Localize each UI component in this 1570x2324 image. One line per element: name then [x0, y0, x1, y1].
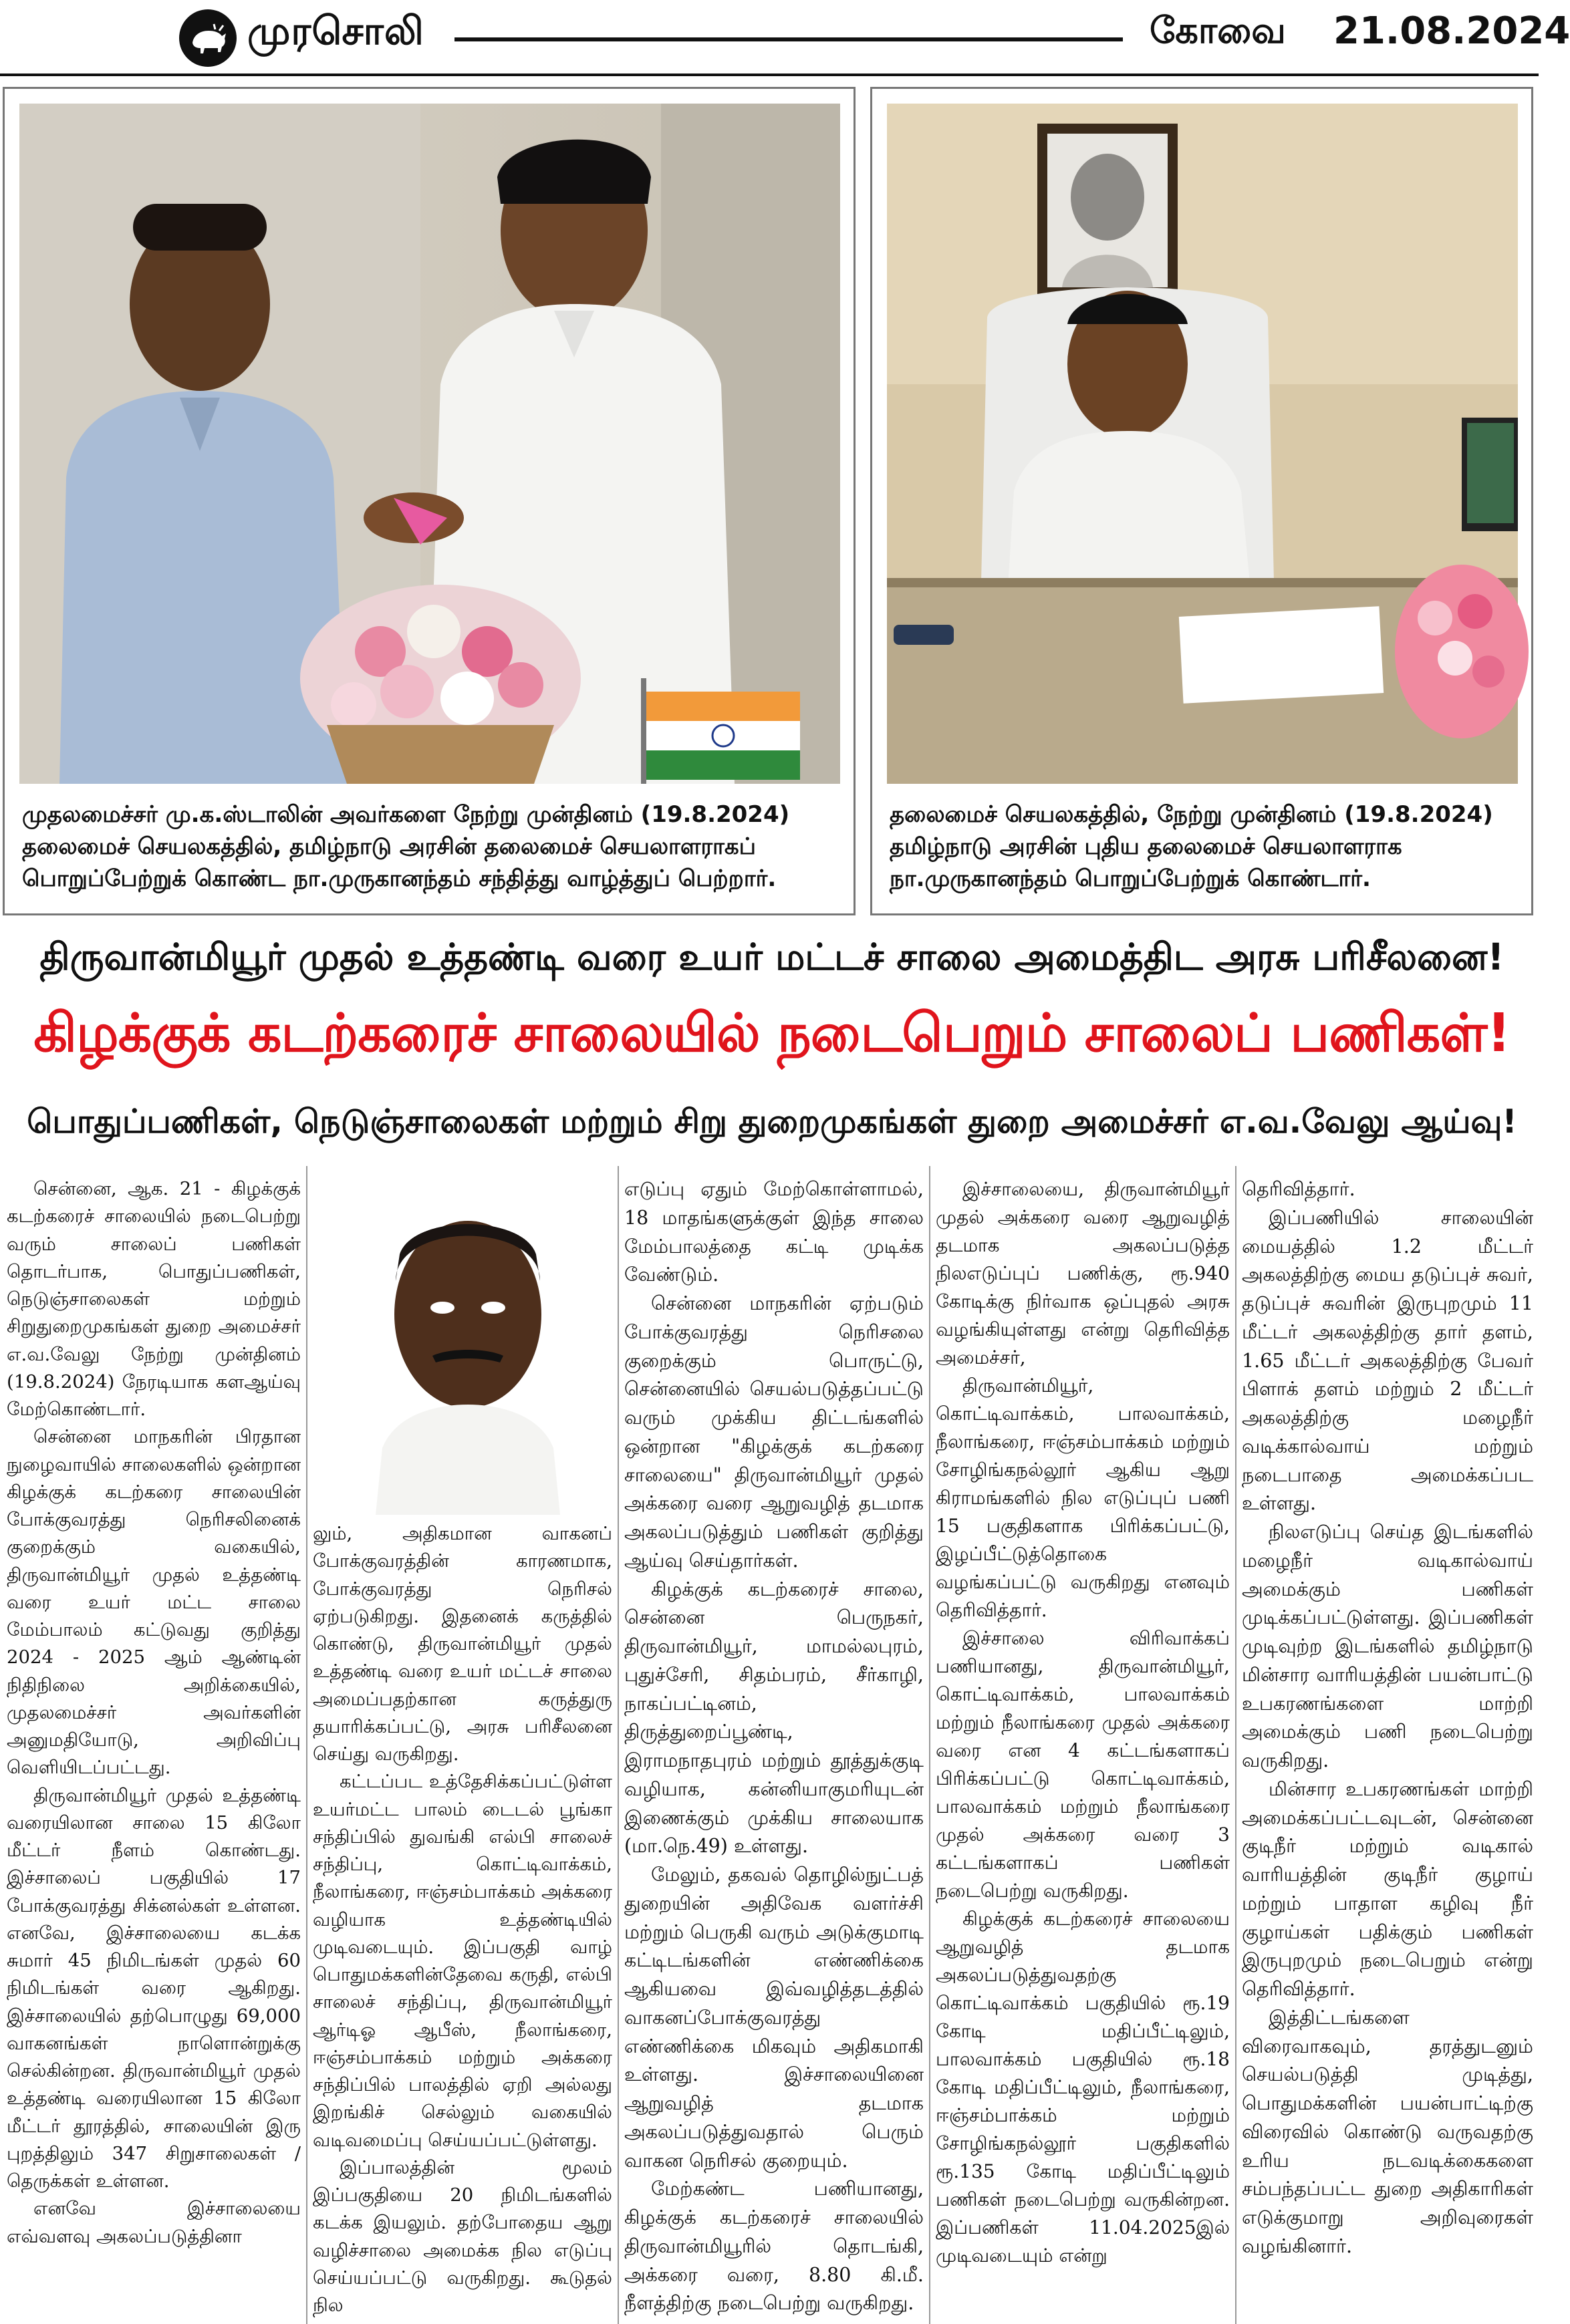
- column-rule: [618, 1166, 619, 2324]
- article-subhead: பொதுப்பணிகள், நெடுஞ்சாலைகள் மற்றும் சிறு துறைமுகங்கள் துறை அமைச்சர் எ.வ.வேலு ஆய்வு!: [27, 1103, 1517, 1141]
- masthead: [0, 0, 1570, 80]
- newspaper-name: முரசொலி: [247, 8, 424, 53]
- masthead-rule: [454, 37, 1123, 41]
- article-headline: கிழக்குக் கடற்கரைச் சாலையில் நடைபெறும் சாலைப் பணிகள்!: [33, 1002, 1511, 1064]
- article-paragraph: எனவே இச்சாலையை எவ்வளவு அகலப்படுத்தினா: [7, 2198, 301, 2247]
- article-paragraph: இப்பணியில் சாலையின் மையத்தில் 1.2 மீட்டர் அகலத்திற்கு மைய தடுப்புச் சுவர், தடுப்புச் சுவரின் இருபுறமும் 11 மீட்டர் அகலத்திற்கு தார் தளம், 1.65 மீட்டர் அகலத்திற்கு பேவர் பிளாக் தளம் மற்றும் 2 மீட்டர் அகலத்திற்கு மழைநீர் வடிக்கால்வாய் மற்றும் நடைபாதை அமைக்கப்பட உள்ளது.: [1242, 1206, 1533, 1515]
- article-paragraph: கட்டப்பட உத்தேசிக்கப்பட்டுள்ள உயர்மட்ட பாலம் டைடல் பூங்கா சந்திப்பில் துவங்கி எல்பி சாலைச் சந்திப்பு, கொட்டிவாக்கம், நீலாங்கரை, ஈஞ்சம்பாக்கம் அக்கரை வழியாக உத்தண்டியில் முடிவடையும். இப்பகுதி வாழ் பொதுமக்களின்தேவை கருதி, எல்பி சாலைச் சந்திப்பு, திருவான்மியூர் ஆர்டிஓ ஆபீஸ், நீலாங்கரை, ஈஞ்சம்பாக்கம் மற்றும் அக்கரை சந்திப்பில் பாலத்தில் ஏறி அல்லது இறங்கிச் செல்லும் வகையில் வடிவமைப்பு செய்யப்பட்டுள்ளது.: [313, 1771, 612, 2151]
- article-paragraph: இத்திட்டங்களை விரைவாகவும், தரத்துடனும் செயல்படுத்தி முடித்து, பொதுமக்களின் பயன்பாட்டிற்கு விரைவில் கொண்டு வருவதற்கு உரிய நடவடிக்கைகளை சம்பந்தப்பட்ட துறை அதிகாரிகள் எடுக்குமாறு அறிவுரைகள் வழங்கினார்.: [1242, 2006, 1533, 2257]
- photo-caption: முதலமைச்சர் மு.க.ஸ்டாலின் அவர்களை நேற்று முன்தினம் (19.8.2024) தலைமைச் செயலகத்தில், தமிழ்நாடு அரசின் தலைமைச் செயலாளராகப் பொறுப்பேற்றுக் கொண்ட நா.முருகானந்தம் சந்தித்து வாழ்த்துப் பெற்றார்.: [22, 801, 790, 892]
- article-column-2: [313, 1520, 612, 2319]
- photo-caption: தலைமைச் செயலகத்தில், நேற்று முன்தினம் (19.8.2024) தமிழ்நாடு அரசின் புதிய தலைமைச் செயலாளராக நா.முருகானந்தம் பொறுப்பேற்றுக் கொண்டார்.: [890, 801, 1493, 892]
- article-body: [0, 1166, 1539, 2324]
- article-paragraph: கிழக்குக் கடற்கரைச் சாலை, சென்னை பெருநகர், திருவான்மியூர், மாமல்லபுரம், புதுச்சேரி, சிதம்பரம், சீர்காழி, நாகப்பட்டினம், திருத்துறைப்பூண்டி, இராமநாதபுரம் மற்றும் தூத்துக்குடி வழியாக, கன்னியாகுமரியுடன் இணைக்கும் முக்கிய சாலையாக (மா.நெ.49) உள்ளது.: [624, 1578, 924, 1858]
- article-paragraph: திருவான்மியூர் முதல் உத்தண்டி வரையிலான சாலை 15 கிலோ மீட்டர் நீளம் கொண்டது. இச்சாலைப் பகுதியில் 17 போக்குவரத்து சிக்னல்கள் உள்ளன. எனவே, இச்சாலையை கடக்க சுமார் 45 நிமிடங்கள் முதல் 60 நிமிடங்கள் வரை ஆகிறது. இச்சாலையில் தற்பொழுது 69,000 வாகனங்கள் நாளொன்றுக்கு செல்கின்றன. திருவான்மியூர் முதல் உத்தண்டி வரையிலான 15 கிலோ மீட்டர் தூரத்தில், சாலையின் இரு புறத்திலும் 347 சிறுசாலைகள் / தெருக்கள் உள்ளன.: [7, 1784, 301, 2192]
- article-paragraph: மின்சார உபகரணங்கள் மாற்றி அமைக்கப்பட்டவுடன், சென்னை குடிநீர் மற்றும் வடிகால் வாரியத்தின் குடிநீர் குழாய் மற்றும் பாதாள கழிவு நீர் குழாய்கள் பதிக்கும் பணிகள் இருபுறமும் நடைபெறும் என்று தெரிவித்தார்.: [1242, 1777, 1533, 2000]
- article-paragraph: திருவான்மியூர், கொட்டிவாக்கம், பாலவாக்கம், நீலாங்கரை, ஈஞ்சம்பாக்கம் மற்றும் சோழிங்கநல்லூர் ஆகிய ஆறு கிராமங்களில் நில எடுப்புப் பணி 15 பகுதிகளாக பிரிக்கப்பட்டு, இழப்பீட்டுத்தொகை வழங்கப்பட்டு வருகிறது எனவும் தெரிவித்தார்.: [936, 1374, 1230, 1621]
- article-paragraph: சென்னை மாநகரின் ஏற்படும் போக்குவரத்து நெரிசலை குறைக்கும் பொருட்டு, சென்னையில் செயல்படுத்தப்பட்டு வரும் முக்கிய திட்டங்களில் ஒன்றான "கிழக்குக் கடற்கரை சாலையை" திருவான்மியூர் முதல் அக்கரை வரை ஆறுவழித் தடமாக அகலப்படுத்தும் பணிகள் குறித்து ஆய்வு செய்தார்கள்.: [624, 1292, 924, 1572]
- article-column-1: [7, 1175, 301, 2250]
- article-column-5: [1242, 1175, 1533, 2261]
- masthead-divider: [0, 74, 1539, 76]
- article-paragraph: கிழக்குக் கடற்கரைச் சாலையை ஆறுவழித் தடமாக அகலப்படுத்துவதற்கு கொட்டிவாக்கம் பகுதியில் ரூ.19 கோடி மதிப்பீட்டிலும், பாலவாக்கம் பகுதியில் ரூ.18 கோடி மதிப்பீட்டிலும், நீலாங்கரை, ஈஞ்சம்பாக்கம் மற்றும் சோழிங்கநல்லூர் பகுதிகளில் ரூ.135 கோடி மதிப்பீட்டிலும் பணிகள் நடைபெற்று வருகின்றன. இப்பணிகள் 11.04.2025இல் முடிவடையும் என்று: [936, 1908, 1230, 2267]
- article-paragraph: இச்சாலையை, திருவான்மியூர் முதல் அக்கரை வரை ஆறுவழித் தடமாக அகலப்படுத்த நிலஎடுப்புப் பணிக்கு, ரூ.940 கோடிக்கு நிர்வாக ஒப்புதல் அரசு வழங்கியுள்ளது என்று தெரிவித்த அமைச்சர்,: [936, 1178, 1230, 1368]
- article-paragraph: தெரிவித்தார்.: [1242, 1178, 1355, 1200]
- article-paragraph: இப்பாலத்தின் மூலம் இப்பகுதியை 20 நிமிடங்களில் கடக்க இயலும். தற்போதைய ஆறு வழிச்சாலை அமைக்க நில எடுப்பு செய்யப்பட்டு வருகிறது. கூடுதல் நில: [313, 2156, 612, 2316]
- article-paragraph: நிலஎடுப்பு செய்த இடங்களில் மழைநீர் வடிகால்வாய் அமைக்கும் பணிகள் முடிக்கப்பட்டுள்ளது. இப்பணிகள் முடிவுற்ற இடங்களில் தமிழ்நாடு மின்சார வாரியத்தின் பயன்பாட்டு உபகரணங்களை மாற்றி அமைக்கும் பணி நடைபெற்று வருகிறது.: [1242, 1521, 1533, 1771]
- column-rule: [929, 1166, 930, 2324]
- article-paragraph: எடுப்பு ஏதும் மேற்கொள்ளாமல், 18 மாதங்களுக்குள் இந்த சாலை மேம்பாலத்தை கட்டி முடிக்க வேண்டும்.: [624, 1178, 924, 1286]
- photo-block-handshake: [3, 87, 856, 915]
- edition-name: கோவை: [1150, 9, 1286, 51]
- photo-block-office: [870, 87, 1533, 915]
- handshake-photo: [19, 104, 840, 784]
- article-paragraph: லும், அதிகமான வாகனப் போக்குவரத்தின் காரணமாக, போக்குவரத்து நெரிசல் ஏற்படுகிறது. இதனைக் கருத்தில் கொண்டு, திருவான்மியூர் முதல் உத்தண்டி வரை உயர் மட்டச் சாலை அமைப்பதற்கான கருத்துரு தயாரிக்கப்பட்டு, அரசு பரிசீலனை செய்து வருகிறது.: [313, 1523, 612, 1765]
- issue-date: 21.08.2024: [1333, 9, 1570, 53]
- column-rule: [306, 1166, 307, 2324]
- article-column-3: [624, 1175, 924, 2318]
- article-paragraph: சென்னை மாநகரின் பிரதான நுழைவாயில் சாலைகளில் ஒன்றான கிழக்குக் கடற்கரை சாலையின் போக்குவரத்து நெரிசலினைக் குறைக்கும் வகையில், திருவான்மியூர் முதல் உத்தண்டி வரை உயர் மட்ட சாலை மேம்பாலம் கட்டுவது குறித்து 2024 - 2025 ஆம் ஆண்டின் நிதிநிலை அறிக்கையில், முதலமைச்சர் அவர்களின் அனுமதியோடு, அறிவிப்பு வெளியிடப்பட்டது.: [7, 1426, 301, 1779]
- article-paragraph: மேலும், தகவல் தொழில்நுட்பத் துறையின் அதிவேக வளர்ச்சி மற்றும் பெருகி வரும் அடுக்குமாடி கட்டிடங்களின் எண்ணிக்கை ஆகியவை இவ்வழித்தடத்தில் வாகனப்போக்குவரத்து எண்ணிக்கை மிகவும் அதிகமாகி உள்ளது. இச்சாலையினை ஆறுவழித் தடமாக அகலப்படுத்துவதால் பெரும் வாகன நெரிசல் குறையும்.: [624, 1864, 924, 2172]
- article-paragraph: மேற்கண்ட பணியானது, கிழக்குக் கடற்கரைச் சாலையில் திருவான்மியூரில் தொடங்கி, அக்கரை வரை, 8.80 கி.மீ. நீளத்திற்கு நடைபெற்று வருகிறது.: [624, 2178, 924, 2315]
- bull-emblem-icon: [184, 15, 231, 61]
- article-paragraph: இச்சாலை விரிவாக்கப் பணியானது, திருவான்மியூர், கொட்டிவாக்கம், பாலவாக்கம் மற்றும் நீலாங்கரை முதல் அக்கரை வரை என 4 கட்டங்களாகப் பிரிக்கப்பட்டு கொட்டிவாக்கம், பாலவாக்கம் மற்றும் நீலாங்கரை முதல் அக்கரை வரை 3 கட்டங்களாகப் பணிகள் நடைபெற்று வருகிறது.: [936, 1627, 1230, 1902]
- office-photo: [887, 104, 1518, 784]
- newspaper-logo: [179, 9, 237, 67]
- article-column-4: [936, 1175, 1230, 2270]
- column-rule: [1235, 1166, 1236, 2324]
- minister-portrait: [369, 1181, 567, 1515]
- article-kicker: திருவான்மியூர் முதல் உத்தண்டி வரை உயர் மட்டச் சாலை அமைத்திட அரசு பரிசீலனை!: [39, 935, 1504, 978]
- article-paragraph: சென்னை, ஆக. 21 - கிழக்குக் கடற்கரைச் சாலையில் நடைபெற்று வரும் சாலைப் பணிகள் தொடர்பாக, பொதுப்பணிகள், நெடுஞ்சாலைகள் மற்றும் சிறுதுறைமுகங்கள் துறை அமைச்சர் எ.வ.வேலு நேற்று முன்தினம் (19.8.2024) நேரடியாக களஆய்வு மேற்கொண்டார்.: [7, 1178, 301, 1420]
